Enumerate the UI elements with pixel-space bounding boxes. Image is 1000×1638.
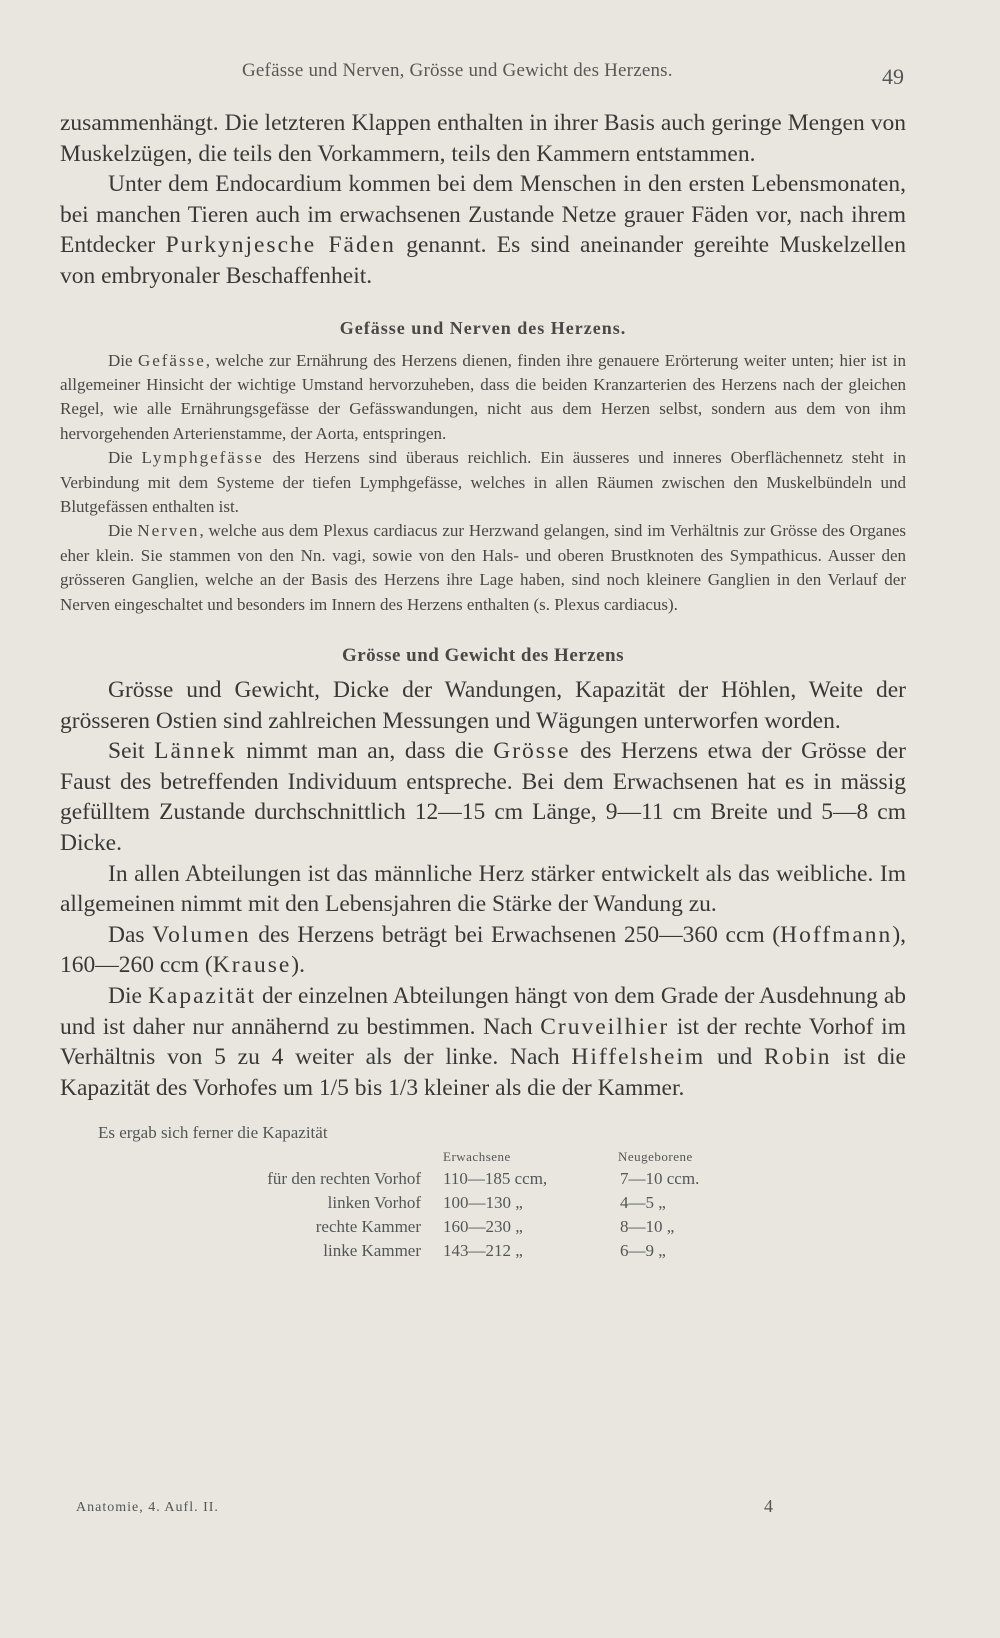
row-adult-value: 160—230 „ bbox=[443, 1217, 523, 1237]
footer-book-title: Anatomie, 4. Aufl. II. bbox=[76, 1500, 219, 1515]
row-label: für den rechten Vorhof bbox=[267, 1169, 421, 1189]
page-header bbox=[0, 60, 1000, 90]
row-newborn-value: 8—10 „ bbox=[620, 1217, 675, 1237]
row-newborn-value: 4—5 „ bbox=[620, 1193, 666, 1213]
emphasis-cruveilhier: Cruveilhier bbox=[540, 1013, 670, 1040]
paragraph-male-female: In allen Abteilungen ist das männliche Herz stärker entwickelt als das weibliche. Im allgemeinen nimmt mit den Lebensjahren die Stärke der Wandung zu. bbox=[60, 860, 906, 918]
emphasis-vessels: Gefässe bbox=[137, 350, 206, 370]
emphasis-lannek: Lännek bbox=[154, 738, 237, 765]
signature-mark: 4 bbox=[764, 1496, 773, 1516]
paragraph-capacity: Die Kapazität der einzelnen Abteilungen hängt von dem Grade der Ausdehnung ab und ist daher nur annähernd zu bestimmen. Nach Cruveilhier ist der rechte Vorhof im Verhältnis von 5 zu 4 weiter als der linke. Nach Hiffelsheim und Robin ist die Kapazität des Vorhofes um 1/5 bis 1/3 kleiner als die der Kammer. bbox=[60, 982, 907, 1101]
table-row bbox=[200, 1215, 746, 1239]
running-head: Gefässe und Nerven, Grösse und Gewicht des Herzens. bbox=[242, 60, 673, 81]
column-header-newborn: Neugeborene bbox=[618, 1149, 693, 1165]
table-row bbox=[200, 1239, 746, 1263]
capacity-header-row bbox=[200, 1147, 746, 1167]
row-adult-value: 100—130 „ bbox=[443, 1193, 523, 1213]
column-header-adult: Erwachsene bbox=[443, 1149, 511, 1165]
emphasis-purkinje: Purkynjesche Fäden bbox=[165, 232, 396, 259]
fraction-one-fifth: 1/5 bbox=[318, 1074, 349, 1101]
header-blank bbox=[200, 1147, 427, 1167]
table-row bbox=[200, 1167, 746, 1191]
capacity-intro: Es ergab sich ferner die Kapazität bbox=[98, 1123, 328, 1143]
capacity-table bbox=[200, 1147, 746, 1263]
table-row bbox=[200, 1191, 746, 1215]
emphasis-grosse: Grösse bbox=[493, 738, 571, 765]
paragraph-purkinje: Unter dem Endocardium kommen bei dem Menschen in den ersten Lebensmonaten, bei manchen Tieren auch im erwachsenen Zustande Netze grauer Fäden vor, nach ihrem Entdecker Purkynjesche Fäden genannt. Es sind aneinander gereihte Muskelzellen von embryonaler Beschaffenheit. bbox=[60, 171, 906, 289]
page-body bbox=[60, 108, 906, 1263]
emphasis-robin: Robin bbox=[764, 1044, 832, 1071]
row-label: linke Kammer bbox=[323, 1241, 421, 1261]
emphasis-kapazitat: Kapazität bbox=[147, 982, 256, 1009]
row-adult-value: 143—212 „ bbox=[443, 1241, 523, 1261]
paragraph-measurements: Grösse und Gewicht, Dicke der Wandungen, Kapazität der Höhlen, Weite der grösseren Ostien sind zahlreichen Messungen und Wägungen unterworfen worden. bbox=[60, 677, 906, 734]
paragraph-continuation: zusammenhängt. Die letzteren Klappen enthalten in ihrer Basis auch geringe Mengen von Muskelzügen, die teils den Vorkammern, teils den Kammern entstammen. bbox=[60, 110, 906, 167]
paragraph-size: Seit Lännek nimmt man an, dass die Grösse des Herzens etwa der Grösse der Faust des betreffenden Individuum entspreche. Bei dem Erwachsenen hat es in mässig gefülltem Zustande durchschnittlich 12—15 cm Länge, 9—11 cm Breite und 5—8 cm Dicke. bbox=[60, 738, 907, 856]
paragraph-nerves: Die Nerven, welche aus dem Plexus cardiacus zur Herzwand gelangen, sind im Verhältnis zur Grösse des Organes eher klein. Sie stammen von den Nn. vagi, sowie von den Hals- und oberen Brustknoten des Sympathicus. Ausser den grösseren Ganglien, welche an der Basis des Herzens ihre Lage haben, sind noch kleinere Ganglien in den Verlauf der Nerven eingeschaltet und besonders im Innern des Herzens enthalten (s. Plexus cardiacus). bbox=[60, 521, 906, 614]
section-heading-size-weight: Grösse und Gewicht des Herzens bbox=[341, 645, 625, 667]
row-adult-value: 110—185 ccm, bbox=[443, 1169, 548, 1189]
fraction-one-third: 1/3 bbox=[388, 1074, 419, 1101]
row-newborn-value: 6—9 „ bbox=[620, 1241, 666, 1261]
page-number: 49 bbox=[882, 64, 904, 89]
row-newborn-value: 7—10 ccm. bbox=[620, 1169, 700, 1189]
emphasis-krause: Krause bbox=[212, 952, 292, 979]
emphasis-hiffelsheim: Hiffelsheim bbox=[571, 1044, 706, 1071]
row-label: rechte Kammer bbox=[315, 1217, 421, 1237]
emphasis-hoffmann: Hoffmann bbox=[780, 921, 893, 948]
emphasis-volumen: Volumen bbox=[152, 921, 251, 948]
paragraph-volume: Das Volumen des Herzens beträgt bei Erwachsenen 250—360 ccm (Hoffmann), 160—260 ccm (Krause). bbox=[60, 921, 907, 979]
emphasis-lymph-vessels: Lymphgefässe bbox=[141, 448, 264, 468]
emphasis-nerves: Nerven bbox=[137, 521, 200, 541]
section-heading-vessels-nerves: Gefässe und Nerven des Herzens. bbox=[339, 317, 627, 338]
paragraph-lymph-vessels: Die Lymphgefässe des Herzens sind überaus reichlich. Ein äusseres und inneres Oberflächennetz steht in Verbindung mit dem Systeme der tiefen Lymphgefässe, welches in allen Räumen zwischen den Muskelbündeln und Blutgefässen enthalten ist. bbox=[60, 448, 907, 516]
page-footer bbox=[76, 1496, 916, 1524]
paragraph-vessels: Die Gefässe, welche zur Ernährung des Herzens dienen, finden ihre genauere Erörterung weiter unten; hier ist in allgemeiner Hinsicht der wichtige Umstand hervorzuheben, dass die beiden Kranzarterien des Herzens nach der gleichen Regel, wie alle Ernährungsgefässe der Gefässwandungen, nicht aus dem Herzen selbst, sondern aus dem von ihm hervorgehenden Arterienstamme, der Aorta, entspringen. bbox=[60, 350, 907, 443]
row-label: linken Vorhof bbox=[327, 1193, 421, 1213]
